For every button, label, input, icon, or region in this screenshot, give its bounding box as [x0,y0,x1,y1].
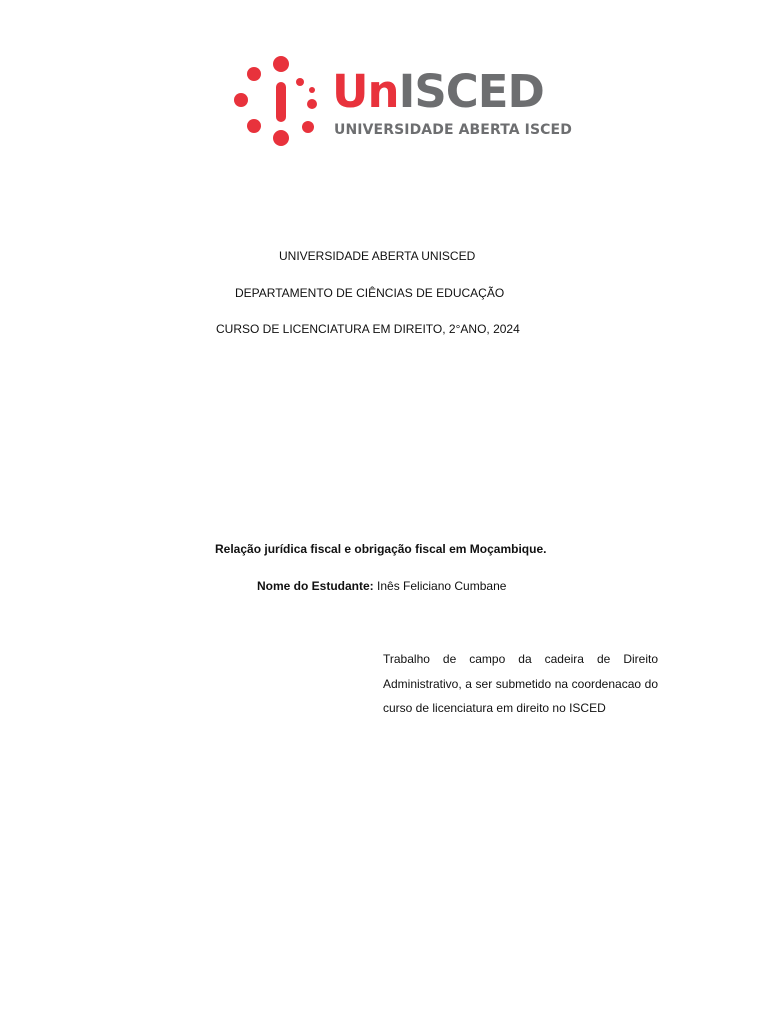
logo-wordmark [332,65,544,118]
logo-tagline: UNIVERSIDADE ABERTA ISCED [334,122,572,138]
dots-i-mark-icon [232,54,324,150]
university-name: UNIVERSIDADE ABERTA UNISCED [279,249,476,263]
department-name: DEPARTAMENTO DE CIÊNCIAS DE EDUCAÇÃO [235,286,505,300]
student-line [257,578,506,594]
logo-wordmark-isced: ISCED [398,65,544,118]
logo-wordmark-un: Un [332,65,399,118]
document-title: Relação jurídica fiscal e obrigação fiscal em Moçambique. [215,542,547,556]
student-label: Nome do Estudante: [257,579,374,593]
unisced-logo [232,54,572,150]
work-description: Trabalho de campo da cadeira de Direito Administrativo, a ser submetido na coordenacao do curso de licenciatura em direito no ISCED [383,652,658,715]
course-name: CURSO DE LICENCIATURA EM DIREITO, 2°ANO, 2024 [216,322,520,336]
student-name: Inês Feliciano Cumbane [373,579,507,593]
